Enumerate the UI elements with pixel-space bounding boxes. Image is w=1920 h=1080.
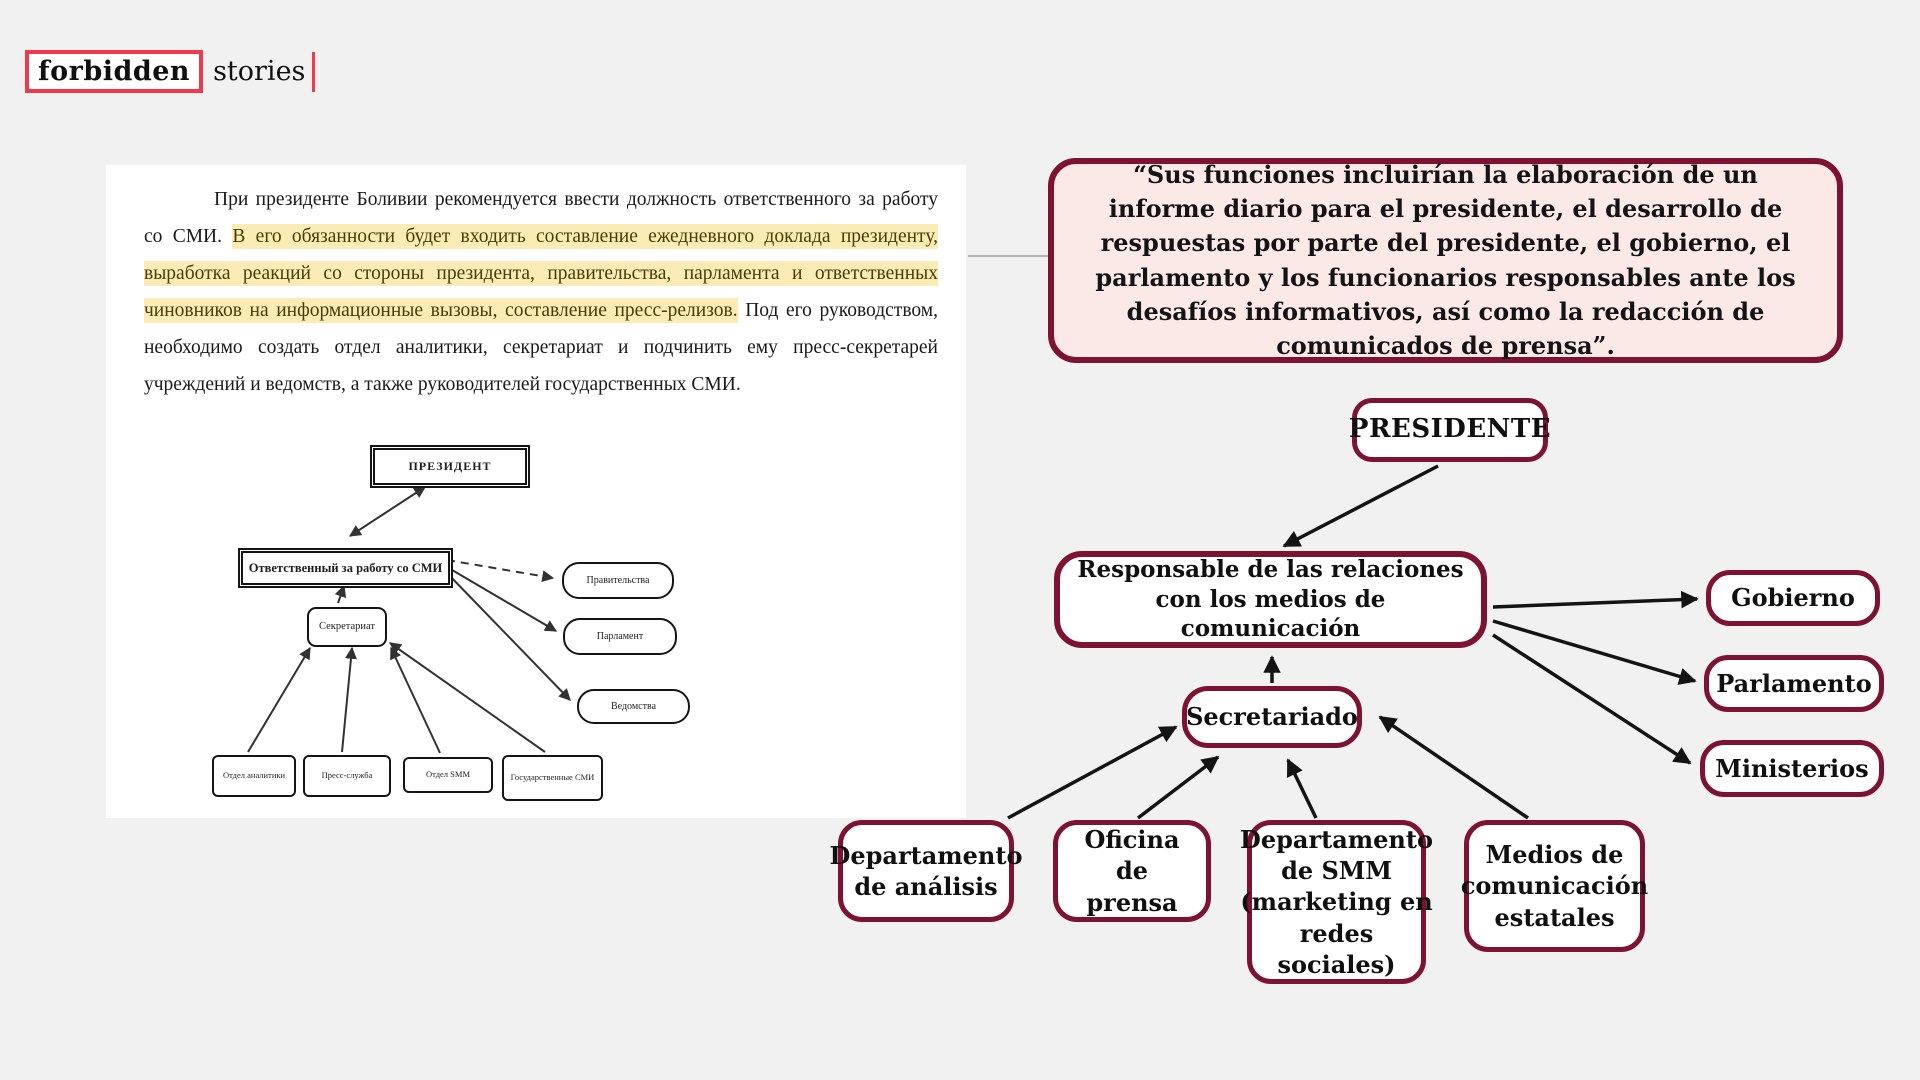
scan-box-smm: Отдел SMM bbox=[403, 757, 493, 793]
russian-paragraph bbox=[144, 181, 938, 403]
orgchart-node-departamento-smm: Departamento de SMM (marketing en redes sociales) bbox=[1247, 820, 1426, 984]
orgchart-node-gobierno: Gobierno bbox=[1706, 570, 1880, 626]
orgchart-node-medios-estatales: Medios de comunicación estatales bbox=[1464, 820, 1645, 952]
orgchart-node-ministerios: Ministerios bbox=[1700, 740, 1884, 797]
text-cursor bbox=[312, 52, 315, 92]
orgchart-node-responsable: Responsable de las relaciones con los medios de comunicación bbox=[1054, 551, 1487, 648]
arrow-medios-secretariado bbox=[1380, 717, 1528, 818]
orgchart-node-parlamento: Parlamento bbox=[1704, 655, 1884, 712]
scan-box-press: Пресс-служба bbox=[303, 755, 391, 797]
scan-oval-parliament: Парламент bbox=[563, 618, 677, 655]
forbidden-stories-logo bbox=[25, 50, 315, 93]
arrow-presidente-responsable bbox=[1284, 466, 1438, 546]
translation-quote-box bbox=[1048, 158, 1843, 363]
arrow-prensa-secretariado bbox=[1138, 757, 1218, 818]
orgchart-node-secretariado: Secretariado bbox=[1182, 686, 1362, 748]
arrow-smm-secretariado bbox=[1288, 760, 1316, 818]
orgchart-node-presidente: PRESIDENTE bbox=[1352, 398, 1548, 462]
scan-oval-government: Правительства bbox=[562, 562, 674, 599]
scan-box-secretariat: Секретариат bbox=[307, 607, 387, 647]
orgchart-node-oficina-prensa: Oficina de prensa bbox=[1053, 820, 1211, 922]
translation-quote-text: “Sus funciones incluirían la elaboración de un informe diario para el presidente, el desarrollo de respuestas por parte del presidente, el gobierno, el parlamento y los funcionarios responsables ante los desafíos informativos, así como la redacción de comunicados de prensa”. bbox=[1095, 160, 1796, 360]
scan-oval-agencies: Ведомства bbox=[577, 689, 690, 724]
doc-text-segment-post: Под его руководством, необходимо создать отдел аналитики, секретариат и подчинить ему пресс-секретарей учреждений и ведомств, а также руководителей государственных СМИ. bbox=[144, 300, 938, 395]
orgchart-node-departamento-analisis: Departamento de análisis bbox=[838, 820, 1014, 922]
scan-box-president: ПРЕЗИДЕНТ bbox=[370, 445, 530, 488]
scanned-document bbox=[106, 165, 966, 818]
doc-text-segment-pre: При президенте Боливии рекомендуется ввести должность ответственного за работу со СМИ. bbox=[144, 189, 938, 247]
doc-text-segment-highlighted: В его обязанности будет входить составление ежедневного доклада президенту, выработка реакций со стороны президента, правительства, парламента и ответственных чиновников на информационные вызовы, составление пресс-релизов. bbox=[144, 226, 938, 321]
scan-box-responsible: Ответственный за работу со СМИ bbox=[238, 548, 453, 588]
logo-forbidden-wordmark: forbidden bbox=[25, 50, 203, 93]
arrow-responsable-ministerios bbox=[1493, 635, 1690, 763]
scan-box-state-media: Государственные СМИ bbox=[502, 755, 603, 801]
arrow-responsable-gobierno bbox=[1493, 599, 1697, 607]
scan-box-analytics: Отдел аналитики bbox=[212, 755, 296, 797]
logo-stories-wordmark: stories bbox=[213, 56, 306, 87]
arrow-responsable-parlamento bbox=[1493, 621, 1695, 681]
arrow-analisis-secretariado bbox=[1008, 727, 1176, 818]
